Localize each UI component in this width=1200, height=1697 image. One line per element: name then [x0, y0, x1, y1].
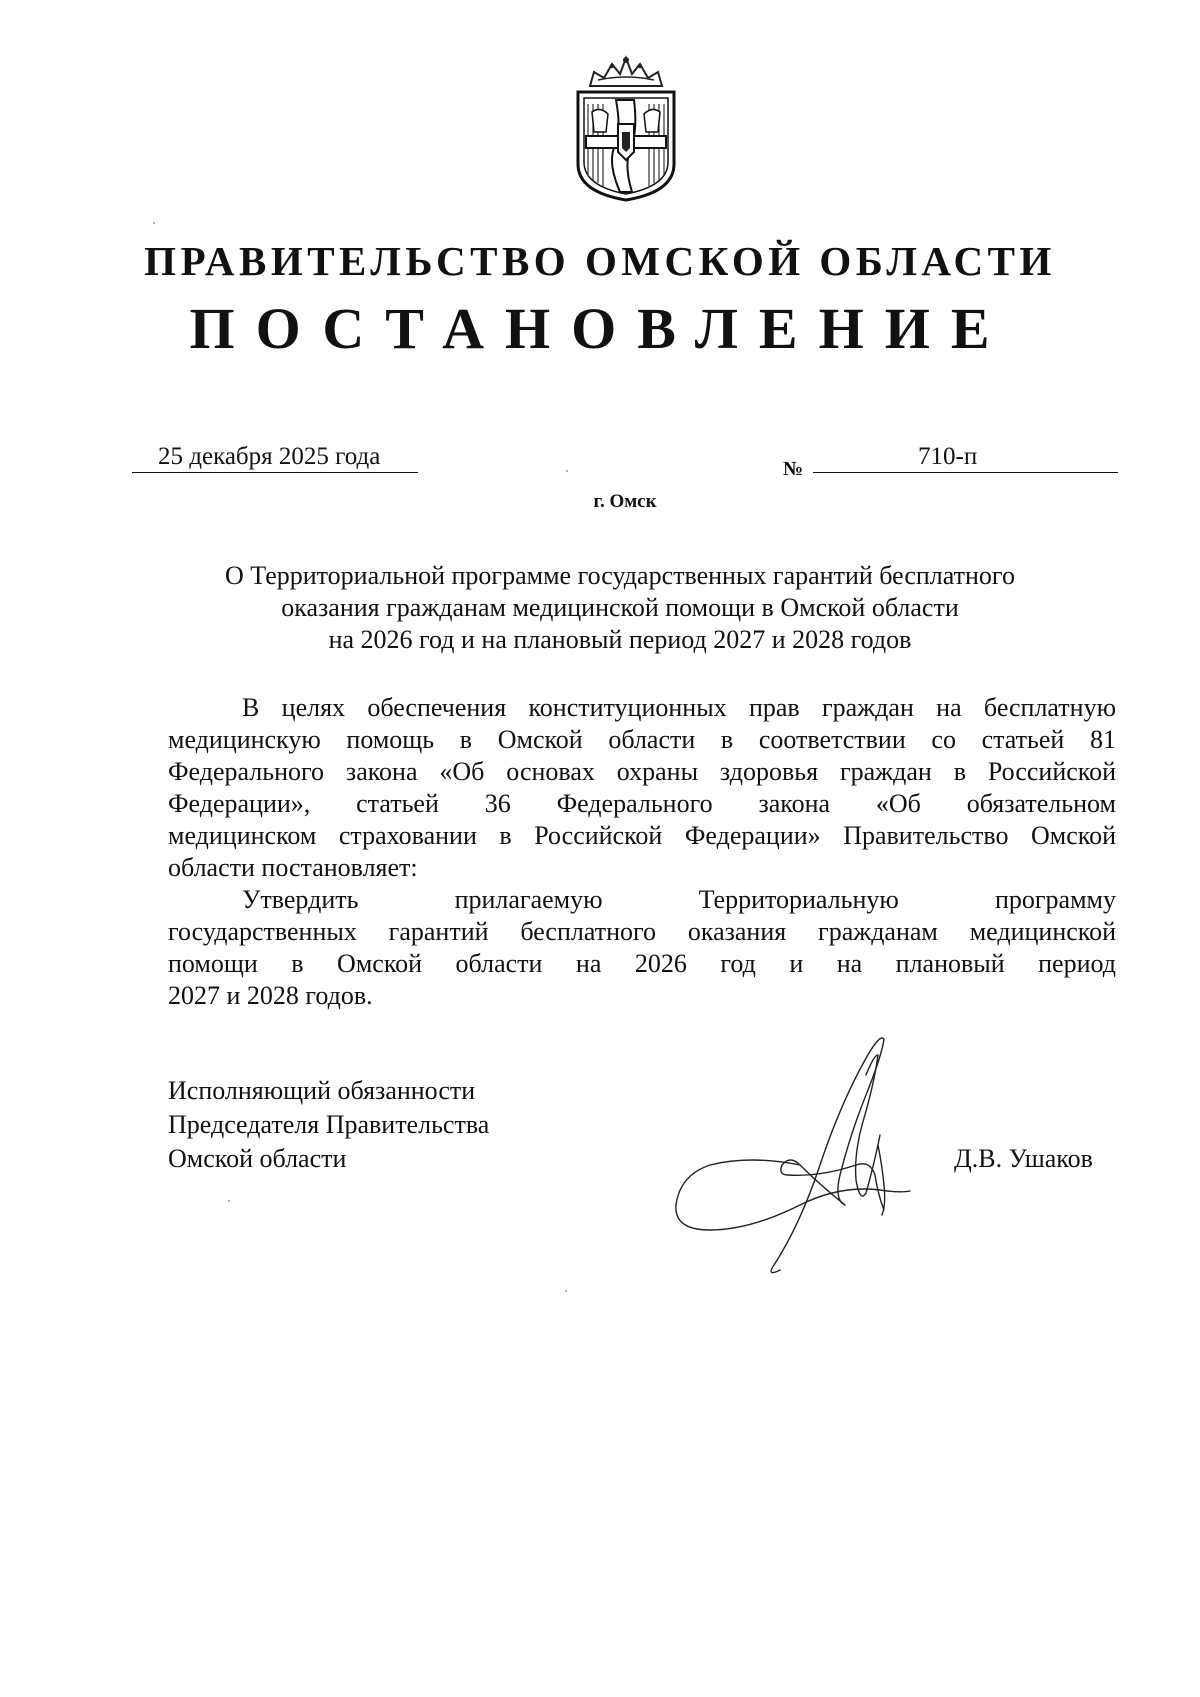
scan-speck [228, 1200, 230, 1202]
body-line: помощи в Омской области на 2026 год и на плановый период [168, 949, 1116, 978]
body-line: медицинском страховании в Российской Федерации» Правительство Омской [168, 821, 1116, 850]
body-line: медицинскую помощь в Омской области в соответствии со статьей 81 [168, 725, 1116, 754]
subject-line: оказания гражданам медицинской помощи в Омской области [281, 593, 959, 622]
scan-speck [565, 1290, 567, 1292]
signer-position [168, 1074, 489, 1176]
body-line: Утвердить прилагаемую Территориальную программу [242, 885, 1116, 914]
body-line: 2027 и 2028 годов. [168, 981, 373, 1010]
document-type-title: ПОСТАНОВЛЕНИЕ [189, 296, 1011, 361]
coat-of-arms-icon [568, 52, 684, 202]
signer-position-line: Исполняющий обязанности [168, 1076, 476, 1105]
document-subject [160, 560, 1080, 656]
signer-name: Д.В. Ушаков [954, 1144, 1093, 1173]
scan-speck [153, 222, 155, 224]
number-sign: № [783, 458, 804, 480]
body-line: области постановляет: [168, 853, 418, 882]
document-body [168, 692, 1116, 1012]
body-line: государственных гарантий бесплатного оказания гражданам медицинской [168, 917, 1116, 946]
document-number: 710-п [918, 443, 978, 470]
organization-title: ПРАВИТЕЛЬСТВО ОМСКОЙ ОБЛАСТИ [144, 238, 1056, 284]
document-city: г. Омск [593, 491, 657, 512]
signer-position-line: Председателя Правительства [168, 1110, 490, 1139]
body-line: Федерального закона «Об основах охраны здоровья граждан в Российской [168, 757, 1116, 786]
body-line: Федерации», статьей 36 Федерального закона «Об обязательном [168, 789, 1116, 818]
signer-position-line: Омской области [168, 1144, 347, 1173]
subject-line: на 2026 год и на плановый период 2027 и 2028 годов [328, 625, 912, 654]
body-line: В целях обеспечения конституционных прав граждан на бесплатную [242, 693, 1116, 722]
scan-speck [566, 470, 568, 472]
handwritten-signature-icon [670, 1015, 960, 1285]
subject-line: О Территориальной программе государственных гарантий бесплатного [225, 561, 1015, 590]
document-date: 25 декабря 2025 года [158, 443, 381, 470]
